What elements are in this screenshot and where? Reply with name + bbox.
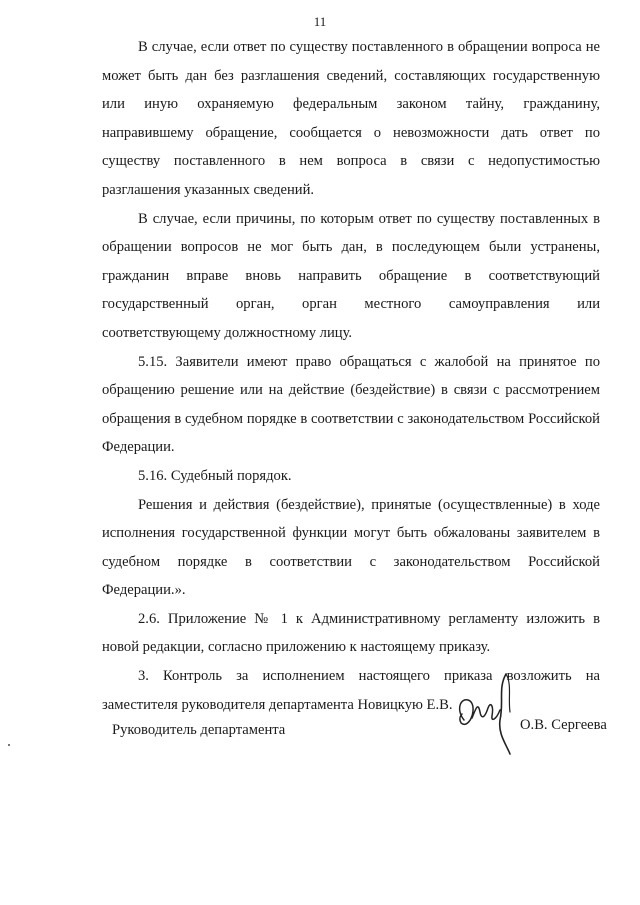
signatory-title: Руководитель департамента <box>112 722 286 738</box>
paragraph-court-appeal: Решения и действия (бездействие), принятые (осуществленные) в ходе исполнения государственной функции могут быть обжалованы заявителем в судебном порядке в соответствии с законодательством Российской Федерации.». <box>102 496 600 599</box>
paragraph-3-control: 3. Контроль за исполнением настоящего приказа возложить на заместителя руководителя департамента Новицкую Е.В. <box>102 668 600 713</box>
paragraph-secret-info: В случае, если ответ по существу поставленного в обращении вопроса не может быть дан без разглашения сведений, составляющих государственную или иную охраняемую федеральным законом тайну, гражданину, направившему обращение, сообщается о невозможности дать ответ по существу поставленного в нем вопроса в связи с недопустимостью разглашения указанных сведений. <box>102 39 600 198</box>
paragraph-2-6: 2.6. Приложение № 1 к Административному регламенту изложить в новой редакции, согласно приложению к настоящему приказу. <box>102 610 600 656</box>
signatory-name: О.В. Сергеева <box>520 717 607 733</box>
paragraph-5-15: 5.15. Заявители имеют право обращаться с жалобой на принятое по обращению решение или на действие (бездействие) в связи с рассмотрением обращения в судебном порядке в соответствии с законодательством Российской Федерации. <box>102 353 600 456</box>
handwritten-signature <box>450 668 530 758</box>
page-number: 11 <box>313 14 327 29</box>
document-body <box>102 33 600 719</box>
margin-mark <box>8 744 10 746</box>
paragraph-reasons-removed: В случае, если причины, по которым ответ по существу поставленных в обращении вопросов не мог быть дан, в последующем были устранены, гражданин вправе вновь направить обращение в соответствующий государственный орган, орган местного самоуправления или соответствующему должностному лицу. <box>102 210 600 341</box>
paragraph-5-16: 5.16. Судебный порядок. <box>138 467 292 484</box>
